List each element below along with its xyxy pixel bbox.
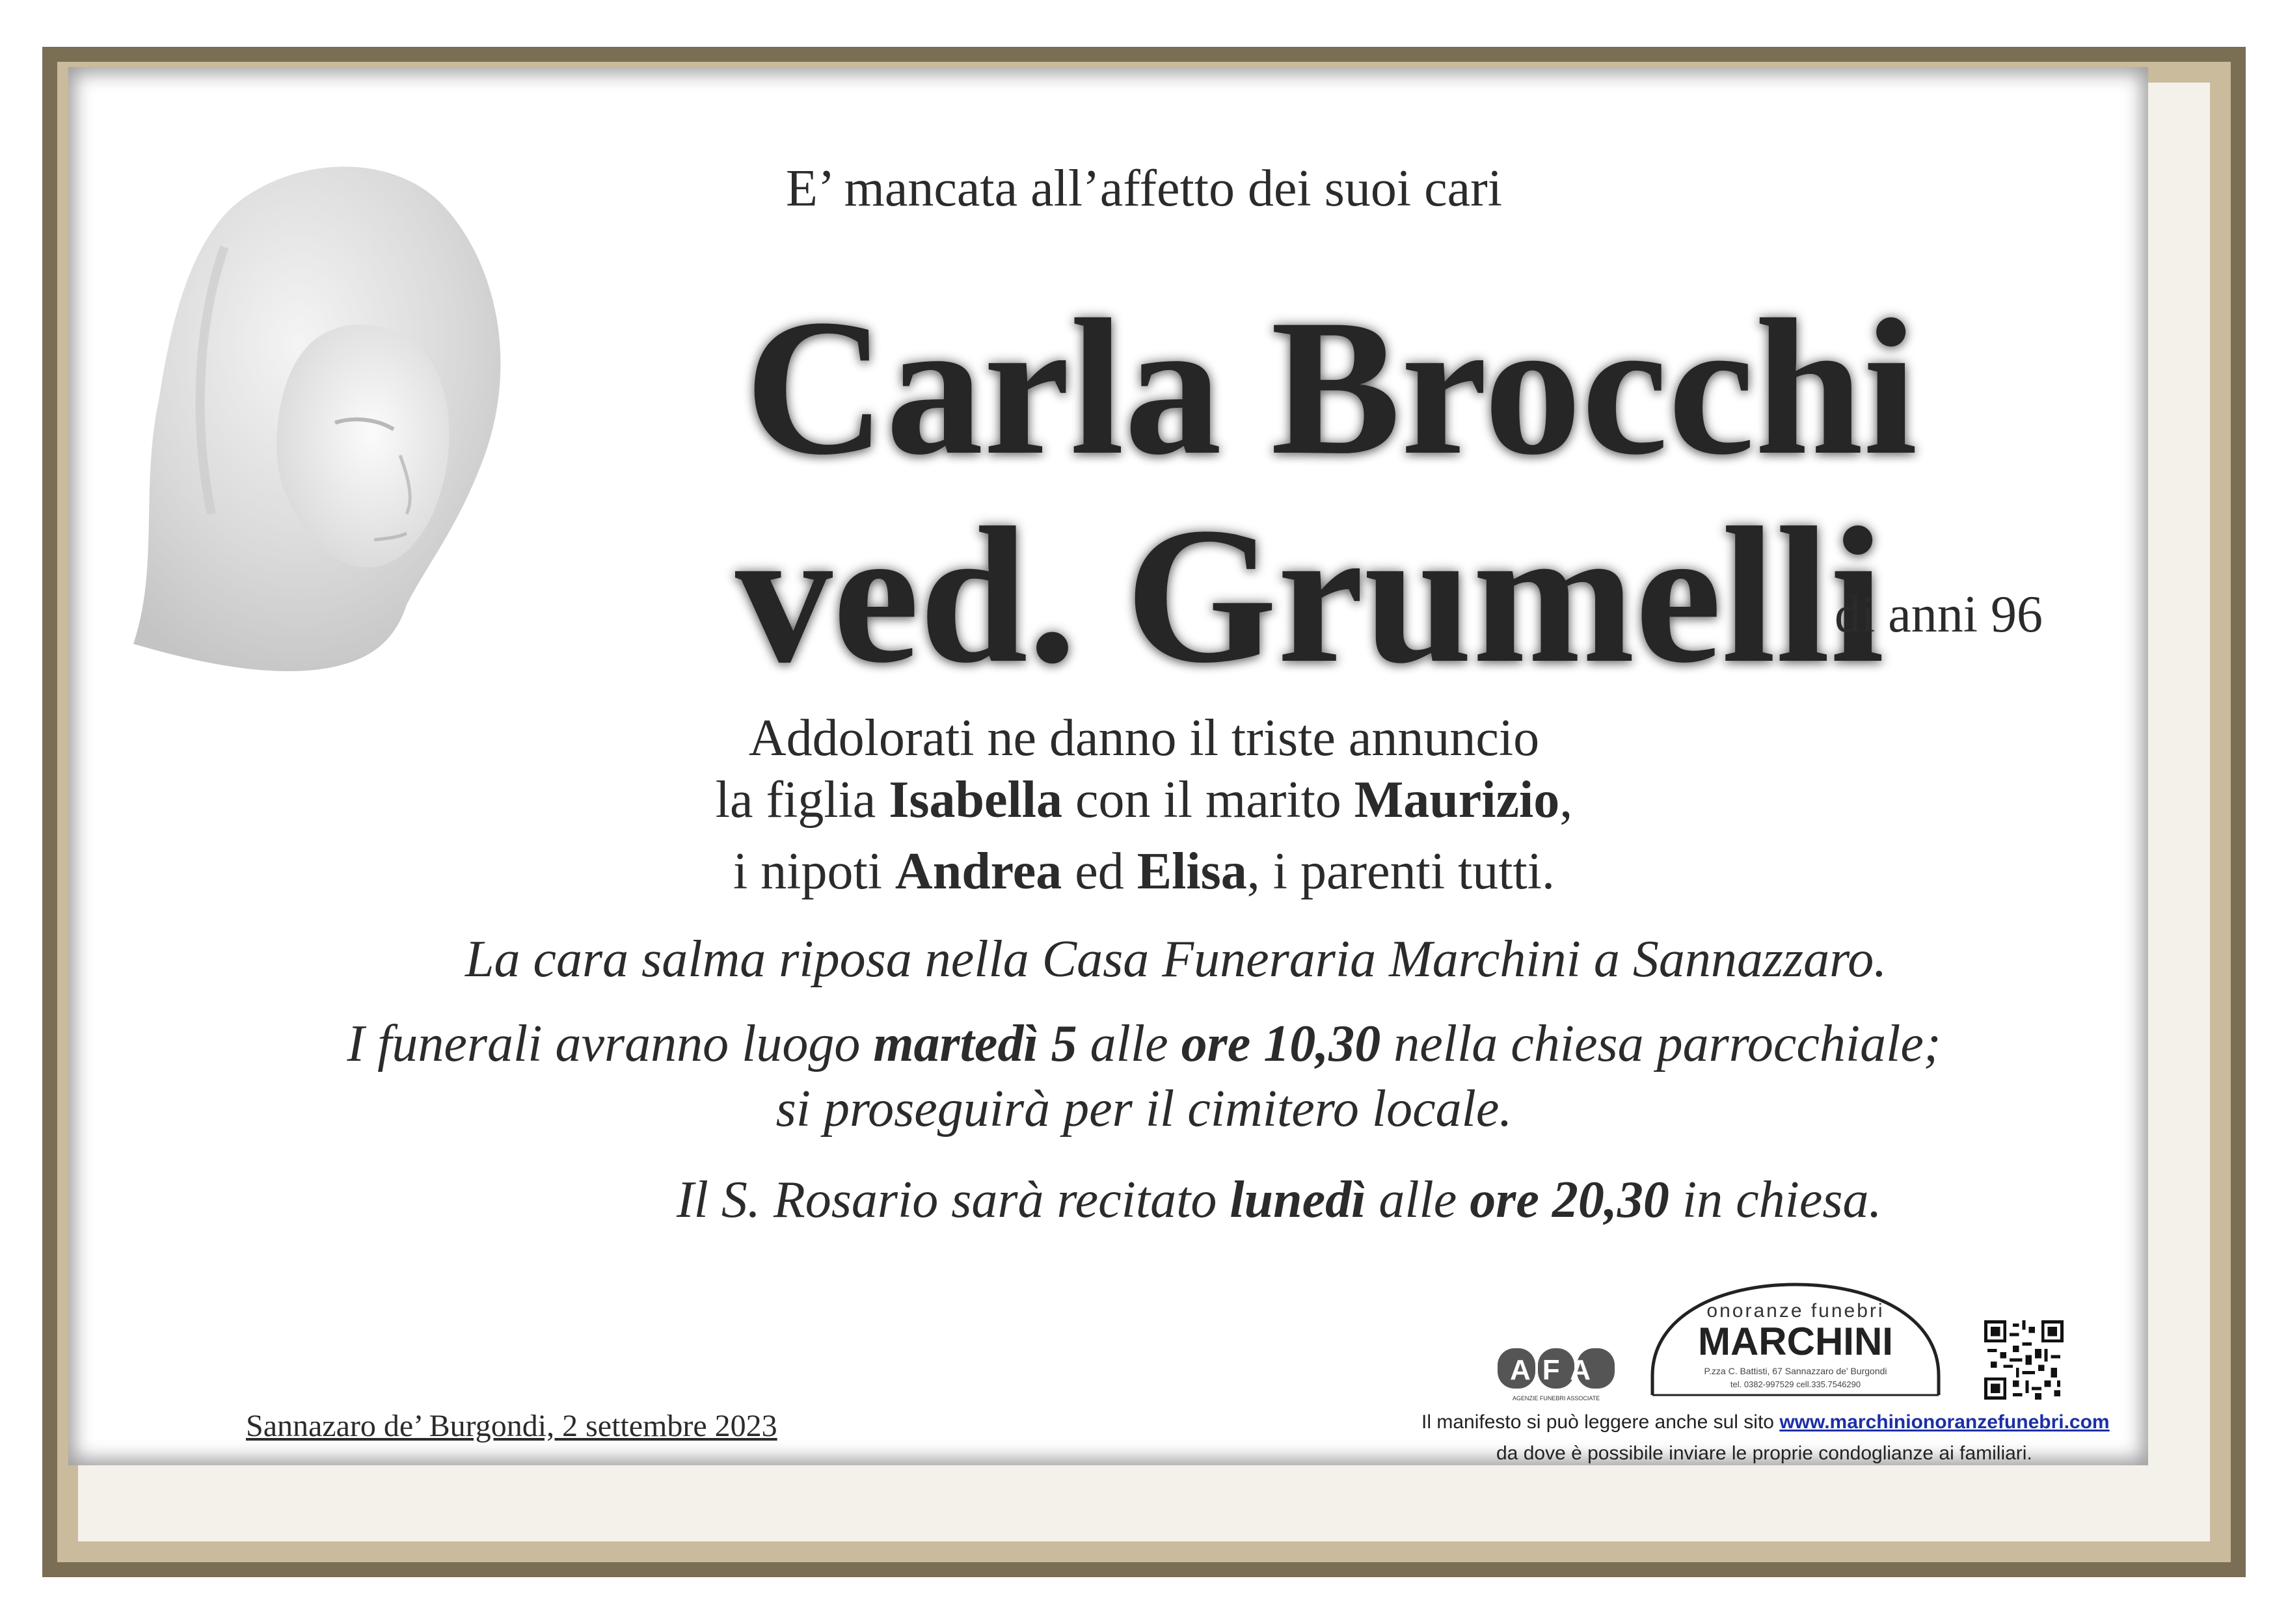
announce-text: con il marito: [1062, 771, 1354, 829]
deceased-name-line2: ved. Grumelli: [735, 487, 1885, 703]
intro-line: E’ mancata all’affetto dei suoi cari: [786, 160, 1502, 217]
announce-line2: [0, 771, 2288, 829]
age-text: di anni 96: [1835, 586, 2043, 643]
announce-line3: [0, 845, 2288, 898]
funeral-time: ore 10,30: [1181, 1015, 1381, 1072]
website-link[interactable]: www.marchinionoranzefunebri.com: [1779, 1411, 2110, 1433]
marchini-phones: tel. 0382-997529 cell.335.7546290: [1730, 1379, 1861, 1389]
marchini-address: P.zza C. Battisti, 67 Sannazzaro de' Burgondi: [1704, 1366, 1887, 1376]
rosary-text: in chiesa.: [1669, 1171, 1882, 1229]
afa-letters: AFA: [1510, 1354, 1602, 1386]
funeral-line1: [0, 1015, 2288, 1072]
funeral-text: I funerali avranno luogo: [347, 1015, 874, 1072]
marchini-logo: [1639, 1278, 1952, 1402]
afa-logo: [1496, 1343, 1617, 1408]
rosary-line: [677, 1171, 1882, 1229]
marchini-name: MARCHINI: [1698, 1320, 1893, 1363]
rosary-text: alle: [1366, 1171, 1470, 1229]
funeral-text: nella chiesa parrocchiale;: [1380, 1015, 1941, 1072]
announce-text: ed: [1062, 843, 1137, 900]
rosary-text: Il S. Rosario sarà recitato: [677, 1171, 1230, 1229]
rosary-day: lunedì: [1230, 1171, 1366, 1229]
place-date: Sannazaro de’ Burgondi, 2 settembre 2023: [246, 1409, 777, 1443]
relative-name: Isabella: [889, 771, 1062, 829]
announce-text: la figlia: [715, 771, 889, 829]
relative-name: Elisa: [1137, 843, 1247, 900]
announce-text: , i parenti tutti.: [1246, 843, 1555, 900]
relative-name: Andrea: [895, 843, 1062, 900]
funeral-text: alle: [1077, 1015, 1181, 1072]
footer-note-line2: da dove è possibile inviare le proprie condoglianze ai familiari.: [1496, 1443, 2032, 1464]
madonna-image: [120, 150, 537, 689]
salma-line: La cara salma riposa nella Casa Funeraria Marchini a Sannazzaro.: [465, 931, 1887, 988]
qr-code-icon[interactable]: [1984, 1320, 2064, 1400]
afa-caption: AGENZIE FUNEBRI ASSOCIATE: [1512, 1395, 1600, 1402]
announce-line1: Addolorati ne danno il triste annuncio: [748, 710, 1540, 767]
rosary-time: ore 20,30: [1470, 1171, 1669, 1229]
footer-text: Il manifesto si può leggere anche sul sito: [1421, 1411, 1780, 1433]
relative-name: Maurizio: [1354, 771, 1560, 829]
deceased-name-line1: Carla Brocchi: [745, 279, 1918, 495]
marchini-tagline: onoranze funebri: [1706, 1300, 1885, 1322]
funeral-line2: si proseguirà per il cimitero locale.: [775, 1080, 1513, 1138]
footer-note-line1: [1421, 1411, 2110, 1433]
funeral-day: martedì 5: [873, 1015, 1077, 1072]
announce-text: ,: [1559, 771, 1573, 829]
announce-text: i nipoti: [733, 843, 895, 900]
